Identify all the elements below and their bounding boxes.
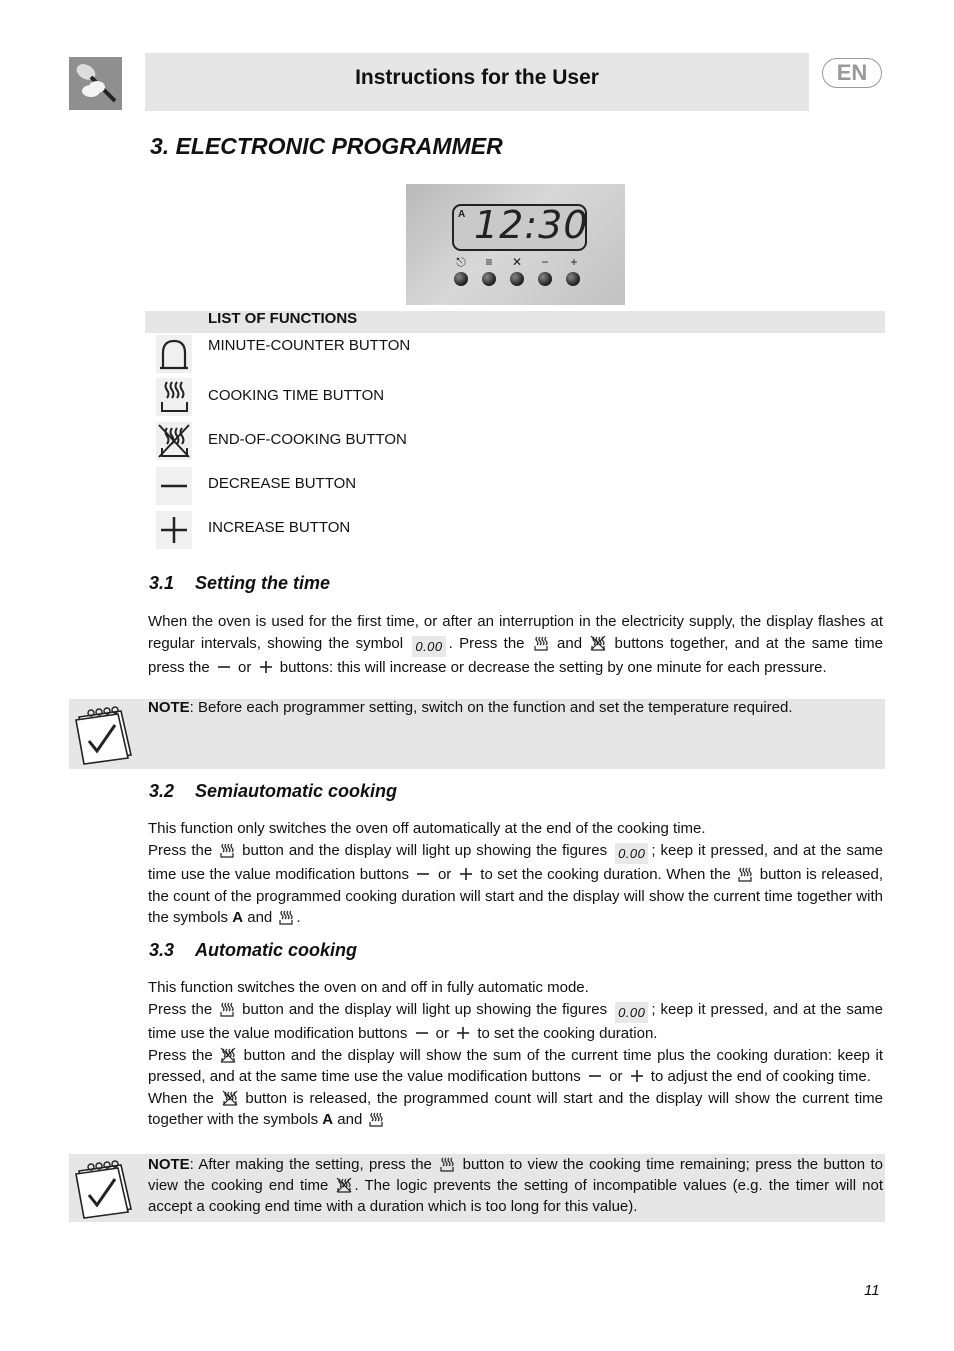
cooking-time-icon	[533, 635, 549, 651]
subsection-title-setting-time	[149, 573, 330, 594]
text: When the	[148, 1089, 214, 1107]
plus-icon: +	[570, 255, 578, 269]
end-of-cooking-icon	[220, 1047, 236, 1063]
text: . The logic prevents the setting of incompatible values (e.g. the timer will not accept a cooking end time with a duration which is too long for this value).	[148, 1177, 883, 1215]
increase-knob[interactable]	[566, 272, 580, 286]
notepad-icon	[69, 703, 145, 770]
text: button and the display will show the sum of the current time plus the cooking duration: keep it pressed, and at the same time use the value modification buttons	[148, 1046, 883, 1085]
text: This function switches the oven on and off in fully automatic mode.	[148, 979, 589, 996]
cooking-time-icon	[439, 1156, 455, 1172]
end-of-cooking-icon	[156, 422, 192, 460]
minus-icon	[216, 659, 232, 675]
cooking-time-icon	[737, 866, 753, 882]
text: This function only switches the oven off automatically at the end of the cooking time.	[148, 820, 706, 837]
subsection-title-automatic	[149, 940, 357, 961]
cooking-time-knob[interactable]	[482, 272, 496, 286]
symbol-a: A	[232, 909, 244, 926]
plus-icon	[629, 1068, 645, 1084]
subsection-name: Semiautomatic cooking	[195, 781, 398, 801]
text: or	[437, 866, 452, 883]
text: ; keep it pressed, and at the same time use the value modification buttons	[148, 841, 884, 883]
end-of-cooking-knob[interactable]	[510, 272, 524, 286]
function-label-minute-counter: MINUTE-COUNTER BUTTON	[208, 337, 411, 354]
end-of-cooking-icon	[222, 1090, 238, 1106]
text: and	[557, 634, 583, 652]
function-label-cooking-time: COOKING TIME BUTTON	[208, 387, 385, 404]
text: button is released, the count of the programmed cooking duration will start and the display will show the current time together with the symbols	[148, 866, 883, 926]
plus-icon	[455, 1025, 471, 1041]
text: to adjust the end of cooking time.	[650, 1068, 871, 1085]
note-label: NOTE	[148, 699, 190, 716]
minus-icon	[414, 1025, 430, 1041]
display-symbol: 0.00	[615, 1002, 648, 1024]
text: .	[296, 909, 301, 926]
paragraph-setting-time	[148, 611, 883, 679]
plus-icon	[258, 659, 274, 675]
cooking-time-icon	[219, 1001, 235, 1017]
display-time: 12:30	[474, 203, 589, 247]
text: to set the cooking duration. When the	[480, 866, 731, 883]
decrease-knob[interactable]	[538, 272, 552, 286]
cooking-time-icon	[368, 1111, 384, 1127]
minus-icon	[587, 1068, 603, 1084]
text: to set the cooking duration.	[477, 1025, 658, 1042]
subsection-name: Automatic cooking	[195, 940, 358, 960]
paragraph-automatic	[148, 977, 883, 1131]
notepad-icon	[69, 1157, 145, 1224]
note-label: NOTE	[148, 1156, 190, 1173]
page-header-title: Instructions for the User	[355, 66, 599, 89]
display-symbol: 0.00	[412, 636, 445, 658]
minus-icon	[156, 467, 192, 505]
function-label-end-of-cooking: END-OF-COOKING BUTTON	[208, 431, 407, 448]
text: and	[247, 909, 273, 926]
text: or	[435, 1025, 450, 1042]
minute-counter-knob[interactable]	[454, 272, 468, 286]
end-of-cooking-icon	[590, 635, 606, 651]
cooking-time-icon	[219, 842, 235, 858]
minus-icon	[415, 866, 431, 882]
function-label-increase: INCREASE BUTTON	[208, 519, 351, 536]
text: buttons: this will increase or decrease the setting by one minute for each pressure.	[279, 659, 827, 676]
text: or	[609, 1068, 623, 1085]
text: Press the	[148, 1000, 213, 1018]
text: or	[238, 659, 252, 676]
bell-icon: ⎋	[456, 255, 466, 269]
minus-icon: −	[541, 255, 549, 269]
page-number: 11	[864, 1282, 880, 1299]
subsection-title-semiautomatic	[149, 781, 397, 802]
subsection-number: 3.3	[149, 940, 175, 960]
list-of-functions-heading: LIST OF FUNCTIONS	[208, 310, 358, 327]
text: button to view the cooking time remaining; press the button to view the cooking end time	[148, 1156, 883, 1194]
bell-icon	[156, 335, 192, 373]
text: button and the display will light up showing the figures	[242, 841, 608, 859]
end-of-cooking-icon	[336, 1177, 352, 1193]
chef-logo	[69, 57, 122, 110]
end-of-cooking-icon: ✕	[511, 255, 523, 269]
text: button and the display will light up showing the figures	[242, 1000, 608, 1018]
subsection-number: 3.1	[149, 573, 175, 593]
subsection-name: Setting the time	[195, 573, 331, 593]
text: buttons together, and at the same time press the	[148, 634, 884, 676]
note-text-after-setting	[148, 1154, 883, 1217]
section-title: 3. ELECTRONIC PROGRAMMER	[150, 133, 503, 159]
text: button is released, the programmed count will start and the display will show the current time together with the symbols	[148, 1089, 884, 1128]
text: Press the	[148, 1046, 213, 1064]
note-text-programmer-setting	[148, 697, 883, 718]
text: : Before each programmer setting, switch on the function and set the temperature required.	[189, 699, 793, 716]
cooking-time-icon	[278, 909, 294, 925]
plus-icon	[156, 511, 192, 549]
display-symbol: 0.00	[615, 843, 648, 865]
text: : After making the setting, press the	[189, 1156, 432, 1173]
text: ; keep it pressed, and at the same time use the value modification buttons	[148, 1000, 884, 1042]
text: . Press the	[448, 634, 525, 652]
display-indicator: A	[458, 209, 466, 220]
symbol-a: A	[322, 1111, 334, 1128]
plus-icon	[458, 866, 474, 882]
paragraph-semiautomatic	[148, 818, 883, 929]
cooking-time-icon	[156, 378, 192, 416]
language-badge: EN	[822, 58, 882, 88]
function-label-decrease: DECREASE BUTTON	[208, 475, 357, 492]
subsection-number: 3.2	[149, 781, 175, 801]
spoon-hat-icon	[69, 57, 122, 110]
cooking-time-icon: ≡	[485, 255, 493, 269]
text: and	[337, 1111, 363, 1128]
text: Press the	[148, 841, 213, 859]
text: When the oven is used for the first time, or after an interruption in the electricity supply, the display flashes at regular intervals, showing the symbol	[148, 613, 883, 652]
